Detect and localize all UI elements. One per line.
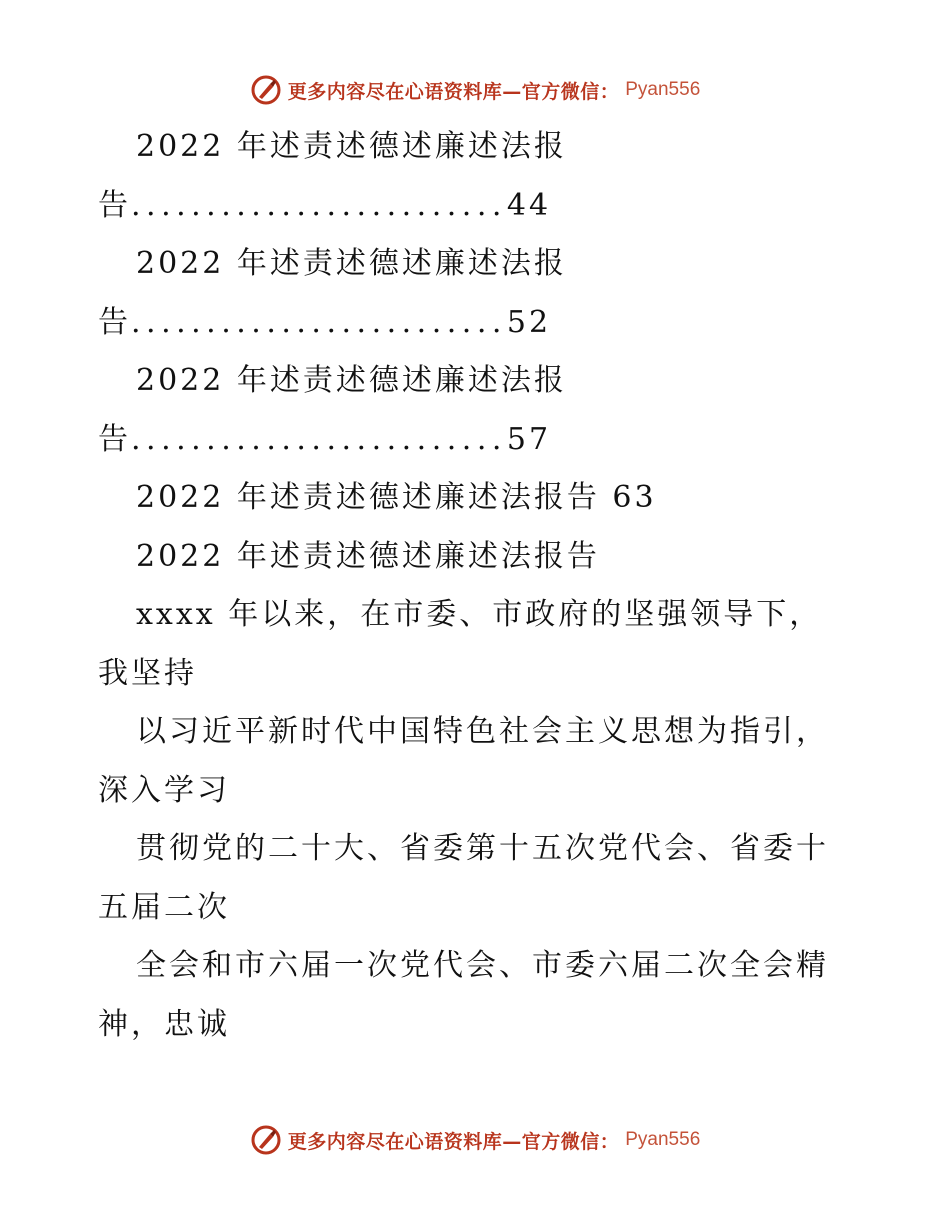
toc-entry-3-title: 2022 年述责述德述廉述法报 <box>136 363 567 398</box>
toc-entry-3-page: 57 <box>506 421 552 457</box>
toc-entry-4: 2022 年述责述德述廉述法报告 63 <box>136 480 657 515</box>
paragraph-3-line-2: 五届二次 <box>98 889 230 925</box>
document-body <box>98 118 878 1054</box>
toc-entry-2-dots: ......................... <box>131 304 507 340</box>
toc-entry-1-leader <box>98 177 878 236</box>
page-footer <box>0 1120 950 1160</box>
pen-logo-icon <box>250 1124 282 1156</box>
paragraph-1-line-2: 我坚持 <box>98 655 197 691</box>
paragraph-2-line-2: 深入学习 <box>98 772 230 808</box>
toc-entry-2-cont: 告 <box>98 304 131 340</box>
page-header <box>0 70 950 110</box>
header-banner-contact: Pyan556 <box>625 79 701 100</box>
toc-entry-3-dots: ......................... <box>131 421 507 457</box>
toc-entry-2-title: 2022 年述责述德述廉述法报 <box>136 246 567 281</box>
pen-logo-icon <box>250 74 282 106</box>
footer-banner-contact: Pyan556 <box>625 1129 701 1150</box>
paragraph-4-line-2: 神，忠诚 <box>98 1006 230 1042</box>
toc-entry-3-cont: 告 <box>98 421 131 457</box>
toc-entry-1-page: 44 <box>506 187 552 223</box>
toc-entry-3-leader <box>98 411 878 470</box>
toc-entry-1-dots: ......................... <box>131 187 507 223</box>
paragraph-4-line-1: 全会和市六届一次党代会、市委六届二次全会精 <box>136 948 829 983</box>
paragraph-2-line-1: 以习近平新时代中国特色社会主义思想为指引， <box>136 714 829 749</box>
header-banner <box>250 74 701 106</box>
footer-banner <box>250 1124 701 1156</box>
document-heading: 2022 年述责述德述廉述法报告 <box>136 538 600 574</box>
toc-entry-2-page: 52 <box>506 304 552 340</box>
paragraph-1-line-1: xxxx 年以来，在市委、市政府的坚强领导下， <box>136 597 823 632</box>
toc-entry-1-cont: 告 <box>98 187 131 223</box>
toc-entry-2-leader <box>98 294 878 353</box>
footer-banner-text: 更多内容尽在心语资料库—官方微信： <box>287 1130 620 1153</box>
toc-entry-1-title: 2022 年述责述德述廉述法报 <box>136 129 567 164</box>
paragraph-3-line-1: 贯彻党的二十大、省委第十五次党代会、省委十 <box>136 831 829 866</box>
header-banner-text: 更多内容尽在心语资料库—官方微信： <box>287 80 620 103</box>
